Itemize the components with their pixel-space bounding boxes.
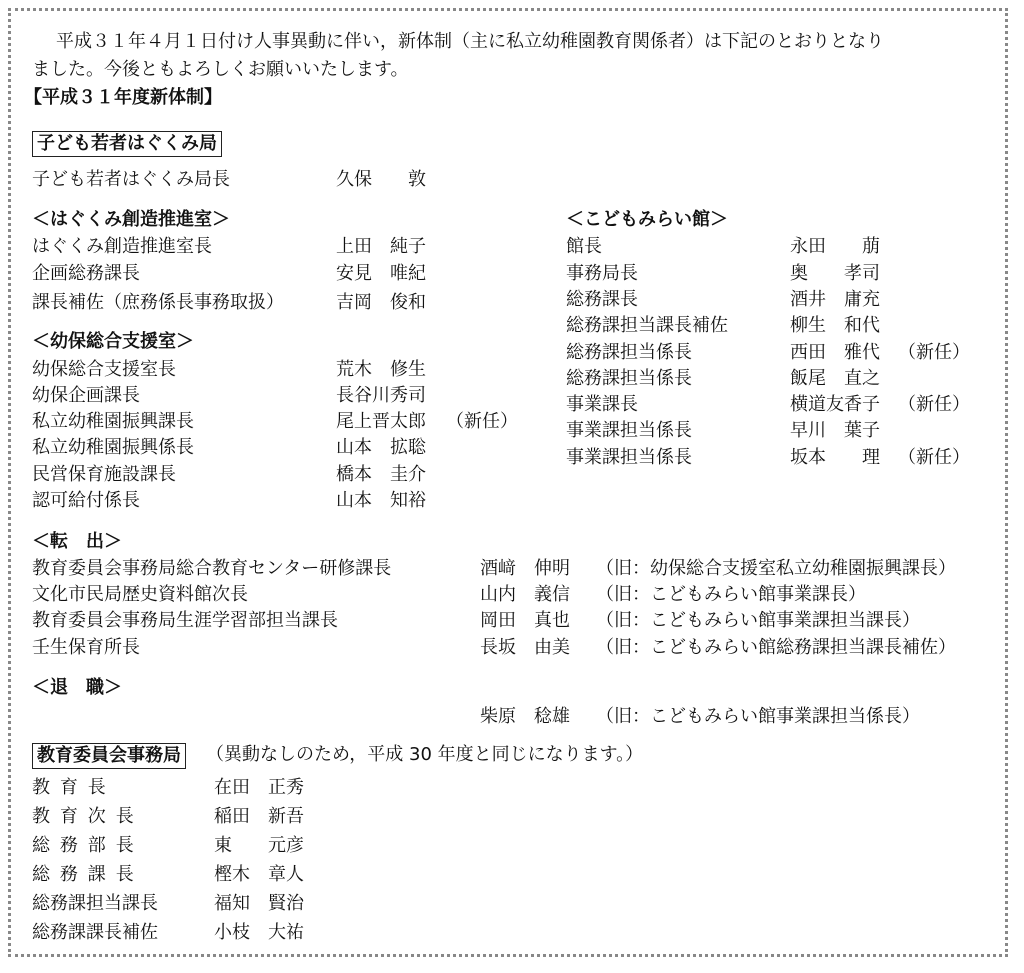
retire-name: 柴原 稔雄 xyxy=(480,706,570,727)
youho-name: 長谷川秀司 xyxy=(336,385,426,406)
youho-post: 民営保育施設課長 xyxy=(32,464,176,485)
mirai-name: 横道友香子 xyxy=(790,394,880,415)
youho-post: 私立幼稚園振興課長 xyxy=(32,411,194,432)
mirai-post: 事業課担当係長 xyxy=(566,420,692,441)
board-post: 教育長 xyxy=(32,777,116,798)
intro-line-1: 平成３１年４月１日付け人事異動に伴い，新体制（主に私立幼稚園教育関係者）は下記のとおりとなり xyxy=(56,31,884,52)
youho-post: 幼保企画課長 xyxy=(32,385,140,406)
hagukumi-post: はぐくみ創造推進室長 xyxy=(32,236,212,257)
youho-note: （新任） xyxy=(446,411,518,432)
mirai-post: 事業課担当係長 xyxy=(566,447,692,468)
mirai-name: 柳生 和代 xyxy=(790,315,880,336)
board-post: 総務課担当課長 xyxy=(32,893,158,914)
transfer-prev: （旧：幼保総合支援室私立幼稚園振興課長） xyxy=(596,558,956,579)
mirai-name: 酒井 庸充 xyxy=(790,289,880,310)
mirai-post: 館長 xyxy=(566,236,602,257)
transfer-post: 文化市民局歴史資料館次長 xyxy=(32,584,248,605)
mirai-name: 永田 萠 xyxy=(790,236,880,257)
bureau-title: 子ども若者はぐくみ局 xyxy=(32,131,222,157)
bureau-head-post: 子ども若者はぐくみ局長 xyxy=(32,169,230,190)
mirai-note: （新任） xyxy=(898,394,970,415)
mirai-name: 早川 葉子 xyxy=(790,420,880,441)
intro-line-2: ました。今後ともよろしくお願いいたします。 xyxy=(32,59,409,80)
youho-name: 山本 知裕 xyxy=(336,490,426,511)
mirai-post: 総務課担当係長 xyxy=(566,368,692,389)
transfer-prev: （旧：こどもみらい館事業課担当課長） xyxy=(596,610,920,631)
hagukumi-name: 安見 唯紀 xyxy=(336,263,426,284)
mirai-name: 飯尾 直之 xyxy=(790,368,880,389)
mirai-title: ＜こどもみらい館＞ xyxy=(566,209,728,230)
transfer-post: 教育委員会事務局生涯学習部担当課長 xyxy=(32,610,338,631)
bureau-head-name: 久保 敦 xyxy=(336,169,426,190)
mirai-post: 総務課長 xyxy=(566,289,638,310)
mirai-post: 総務課担当課長補佐 xyxy=(566,315,728,336)
hagukumi-post: 企画総務課長 xyxy=(32,263,140,284)
board-name: 樫木 章人 xyxy=(214,864,304,885)
hagukumi-name: 吉岡 俊和 xyxy=(336,292,426,313)
board-name: 在田 正秀 xyxy=(214,777,304,798)
transfer-name: 山内 義信 xyxy=(480,584,570,605)
mirai-note: （新任） xyxy=(898,342,970,363)
mirai-name: 奥 孝司 xyxy=(790,263,880,284)
hagukumi-post: 課長補佐（庶務係長事務取扱） xyxy=(32,292,284,313)
board-title: 教育委員会事務局 xyxy=(32,743,186,769)
board-post: 教育次長 xyxy=(32,806,144,827)
board-name: 小枝 大祐 xyxy=(214,922,304,943)
mirai-post: 事務局長 xyxy=(566,263,638,284)
intro-heading: 【平成３１年度新体制】 xyxy=(24,87,222,108)
board-note: （異動なしのため，平成 30 年度と同じになります。） xyxy=(206,744,644,765)
board-post: 総務課長 xyxy=(32,864,144,885)
board-name: 東 元彦 xyxy=(214,835,304,856)
board-name: 稲田 新吾 xyxy=(214,806,304,827)
youho-name: 荒木 修生 xyxy=(336,359,426,380)
transfer-prev: （旧：こどもみらい館事業課長） xyxy=(596,584,866,605)
hagukumi-name: 上田 純子 xyxy=(336,236,426,257)
retire-prev: （旧：こどもみらい館事業課担当係長） xyxy=(596,706,920,727)
hagukumi-title: ＜はぐくみ創造推進室＞ xyxy=(32,209,230,230)
mirai-post: 事業課長 xyxy=(566,394,638,415)
board-name: 福知 賢治 xyxy=(214,893,304,914)
transfer-title: ＜転 出＞ xyxy=(32,531,122,552)
youho-post: 認可給付係長 xyxy=(32,490,140,511)
retire-title: ＜退 職＞ xyxy=(32,677,122,698)
transfer-name: 酒﨑 伸明 xyxy=(480,558,570,579)
transfer-post: 教育委員会事務局総合教育センター研修課長 xyxy=(32,558,392,579)
transfer-name: 岡田 真也 xyxy=(480,610,570,631)
board-post: 総務課課長補佐 xyxy=(32,922,158,943)
mirai-name: 西田 雅代 xyxy=(790,342,880,363)
youho-title: ＜幼保総合支援室＞ xyxy=(32,331,194,352)
board-post: 総務部長 xyxy=(32,835,144,856)
youho-name: 橋本 圭介 xyxy=(336,464,426,485)
youho-name: 山本 拡聡 xyxy=(336,437,426,458)
mirai-post: 総務課担当係長 xyxy=(566,342,692,363)
mirai-name: 坂本 理 xyxy=(790,447,880,468)
transfer-prev: （旧：こどもみらい館総務課担当課長補佐） xyxy=(596,637,956,658)
youho-post: 私立幼稚園振興係長 xyxy=(32,437,194,458)
mirai-note: （新任） xyxy=(898,447,970,468)
transfer-name: 長坂 由美 xyxy=(480,637,570,658)
youho-name: 尾上晋太郎 xyxy=(336,411,426,432)
youho-post: 幼保総合支援室長 xyxy=(32,359,176,380)
transfer-post: 壬生保育所長 xyxy=(32,637,140,658)
